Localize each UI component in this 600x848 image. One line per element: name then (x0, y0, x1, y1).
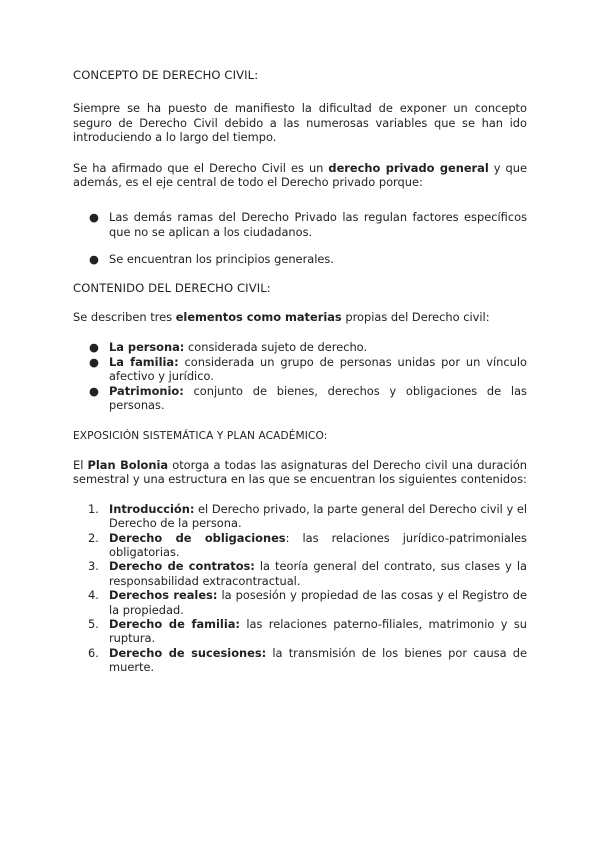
list-item (73, 588, 527, 617)
paragraph-plan-bolonia (73, 458, 527, 487)
list-item-text: conjunto de bienes, derechos y obligaciones de las personas. (109, 383, 527, 413)
list-number: 5. (88, 616, 99, 631)
numbered-list-contenidos (73, 502, 527, 675)
text-run: Se describen tres (73, 310, 176, 325)
list-item-term: La familia: (109, 354, 179, 369)
list-item (73, 355, 527, 384)
list-item (73, 559, 527, 588)
bullet-icon: ● (89, 210, 99, 225)
text-run: y que además, es el eje central de todo el Derecho privado porque: (73, 160, 528, 190)
list-item-term: Derecho de obligaciones (109, 530, 286, 545)
list-item-term: Introducción: (109, 501, 195, 516)
bullet-icon: ● (89, 383, 99, 398)
list-number: 4. (88, 588, 99, 603)
list-item-text: Se encuentran los principios generales. (109, 252, 334, 267)
list-item-term: Derecho de contratos: (109, 559, 255, 574)
paragraph-contenido-intro (73, 310, 527, 324)
list-item-text: considerada sujeto de derecho. (184, 340, 368, 355)
list-item-text: Las demás ramas del Derecho Privado las regulan factores específicos que no se aplican a los ciudadanos. (109, 210, 527, 239)
bullet-icon: ● (89, 354, 99, 369)
heading-contenido: CONTENIDO DEL DERECHO CIVIL: (73, 280, 271, 295)
list-item (73, 531, 527, 560)
list-number: 6. (88, 645, 99, 660)
heading-exposicion: EXPOSICIÓN SISTEMÁTICA Y PLAN ACADÉMICO: (73, 429, 328, 442)
bold-term: derecho privado general (328, 160, 489, 175)
paragraph-derecho-privado (73, 161, 527, 190)
bold-term: elementos como materias (175, 310, 342, 325)
list-item-term: Patrimonio: (109, 383, 184, 398)
bullet-list-elementos (73, 340, 527, 412)
text-run: otorga a todas las asignaturas del Derecho civil una duración semestral y una estructura en las que se encuentran los siguientes contenidos: (73, 457, 528, 487)
text-run: Se ha afirmado que el Derecho Civil es un (73, 160, 329, 175)
heading-concepto: CONCEPTO DE DERECHO CIVIL: (73, 68, 259, 82)
bullet-icon: ● (89, 252, 99, 267)
bullet-icon: ● (89, 340, 99, 355)
list-number: 3. (88, 559, 99, 574)
list-item (73, 646, 527, 675)
list-item (73, 252, 527, 266)
list-item-term: Derecho de sucesiones: (109, 645, 267, 660)
list-item-text: considerada un grupo de personas unidas por un vínculo afectivo y jurídico. (109, 354, 527, 384)
paragraph-concepto-intro: Siempre se ha puesto de manifiesto la dificultad de exponer un concepto seguro de Derecho Civil debido a las numerosas variables que se han ido introduciendo a lo largo del tiempo. (73, 101, 527, 145)
list-item-term: Derechos reales: (109, 588, 218, 603)
bold-term: Plan Bolonia (87, 457, 169, 472)
list-number: 1. (88, 501, 99, 516)
list-item-term: La persona: (109, 340, 185, 355)
list-item-text: la transmisión de los bienes por causa de muerte. (109, 645, 528, 675)
list-item (73, 384, 527, 413)
list-item-text: las relaciones paterno-filiales, matrimonio y su ruptura. (109, 616, 527, 646)
list-item-text: : las relaciones jurídico-patrimoniales obligatorias. (109, 530, 527, 559)
bullet-list-razones (73, 210, 527, 266)
list-item (73, 340, 527, 354)
list-item-term: Derecho de familia: (109, 616, 240, 631)
list-item-text: el Derecho privado, la parte general del Derecho civil y el Derecho de la persona. (109, 501, 527, 531)
document-page (73, 68, 527, 675)
text-run: propias del Derecho civil: (341, 310, 490, 325)
list-item (73, 617, 527, 646)
text-run: El (73, 457, 88, 472)
list-item (73, 502, 527, 531)
list-item-text: la posesión y propiedad de las cosas y el Registro de la propiedad. (109, 588, 527, 617)
list-item (73, 210, 527, 239)
list-number: 2. (88, 530, 99, 545)
list-item-text: la teoría general del contrato, sus clases y la responsabilidad extracontractual. (109, 559, 528, 588)
